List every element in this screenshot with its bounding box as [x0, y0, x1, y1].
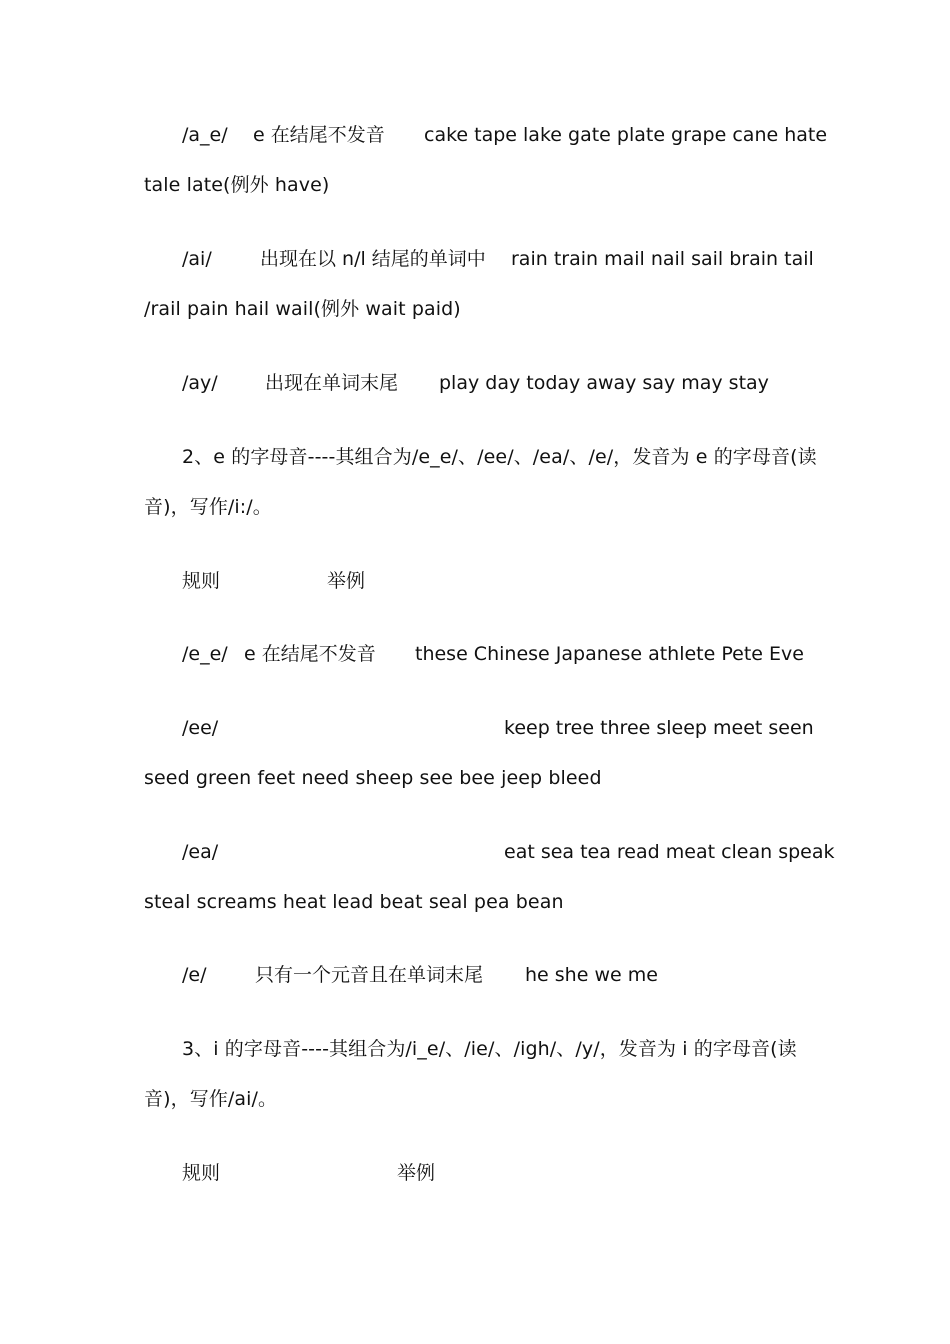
examples-continuation: tale late(例外 have) — [144, 174, 330, 196]
examples-text: keep tree three sleep meet seen — [504, 717, 814, 739]
pattern-label: /e_e/ — [182, 643, 228, 665]
section-3-intro: 3、i 的字母音----其组合为/i_e/、/ie/、/igh/、/y/，发音为 i 的字母音(读 — [182, 1038, 797, 1060]
header-rule: 规则 — [182, 1162, 221, 1184]
pattern-label: /ai/ — [182, 248, 212, 270]
examples-text: rain train mail nail sail brain tail — [511, 248, 814, 270]
rule-text: 只有一个元音且在单词末尾 — [255, 964, 484, 986]
examples-text: cake tape lake gate plate grape cane hate — [424, 124, 828, 146]
pattern-label: /ea/ — [182, 841, 219, 863]
section-3-intro-continuation: 音)，写作/ai/。 — [144, 1088, 278, 1110]
pattern-label: /a_e/ — [182, 124, 228, 146]
header-rule: 规则 — [182, 570, 221, 592]
rule-text: e 在结尾不发音 — [244, 643, 376, 665]
rule-text: 出现在以 n/l 结尾的单词中 — [260, 248, 486, 270]
header-example: 举例 — [327, 570, 366, 592]
section-2-intro-continuation: 音)，写作/i:/。 — [144, 496, 272, 518]
examples-continuation: seed green feet need sheep see bee jeep bleed — [144, 767, 602, 789]
examples-continuation: steal screams heat lead beat seal pea bean — [144, 891, 564, 913]
examples-text: he she we me — [525, 964, 658, 986]
rule-text: e 在结尾不发音 — [253, 124, 385, 146]
pattern-label: /ee/ — [182, 717, 219, 739]
pattern-label: /e/ — [182, 964, 207, 986]
examples-text: play day today away say may stay — [439, 372, 769, 394]
section-2-intro: 2、e 的字母音----其组合为/e_e/、/ee/、/ea/、/e/，发音为 e 的字母音(读 — [182, 446, 817, 468]
rule-text: 出现在单词末尾 — [265, 372, 399, 394]
examples-text: these Chinese Japanese athlete Pete Eve — [415, 643, 804, 665]
pattern-label: /ay/ — [182, 372, 218, 394]
examples-continuation: /rail pain hail wail(例外 wait paid) — [144, 298, 461, 320]
examples-text: eat sea tea read meat clean speak — [504, 841, 835, 863]
header-example: 举例 — [397, 1162, 436, 1184]
